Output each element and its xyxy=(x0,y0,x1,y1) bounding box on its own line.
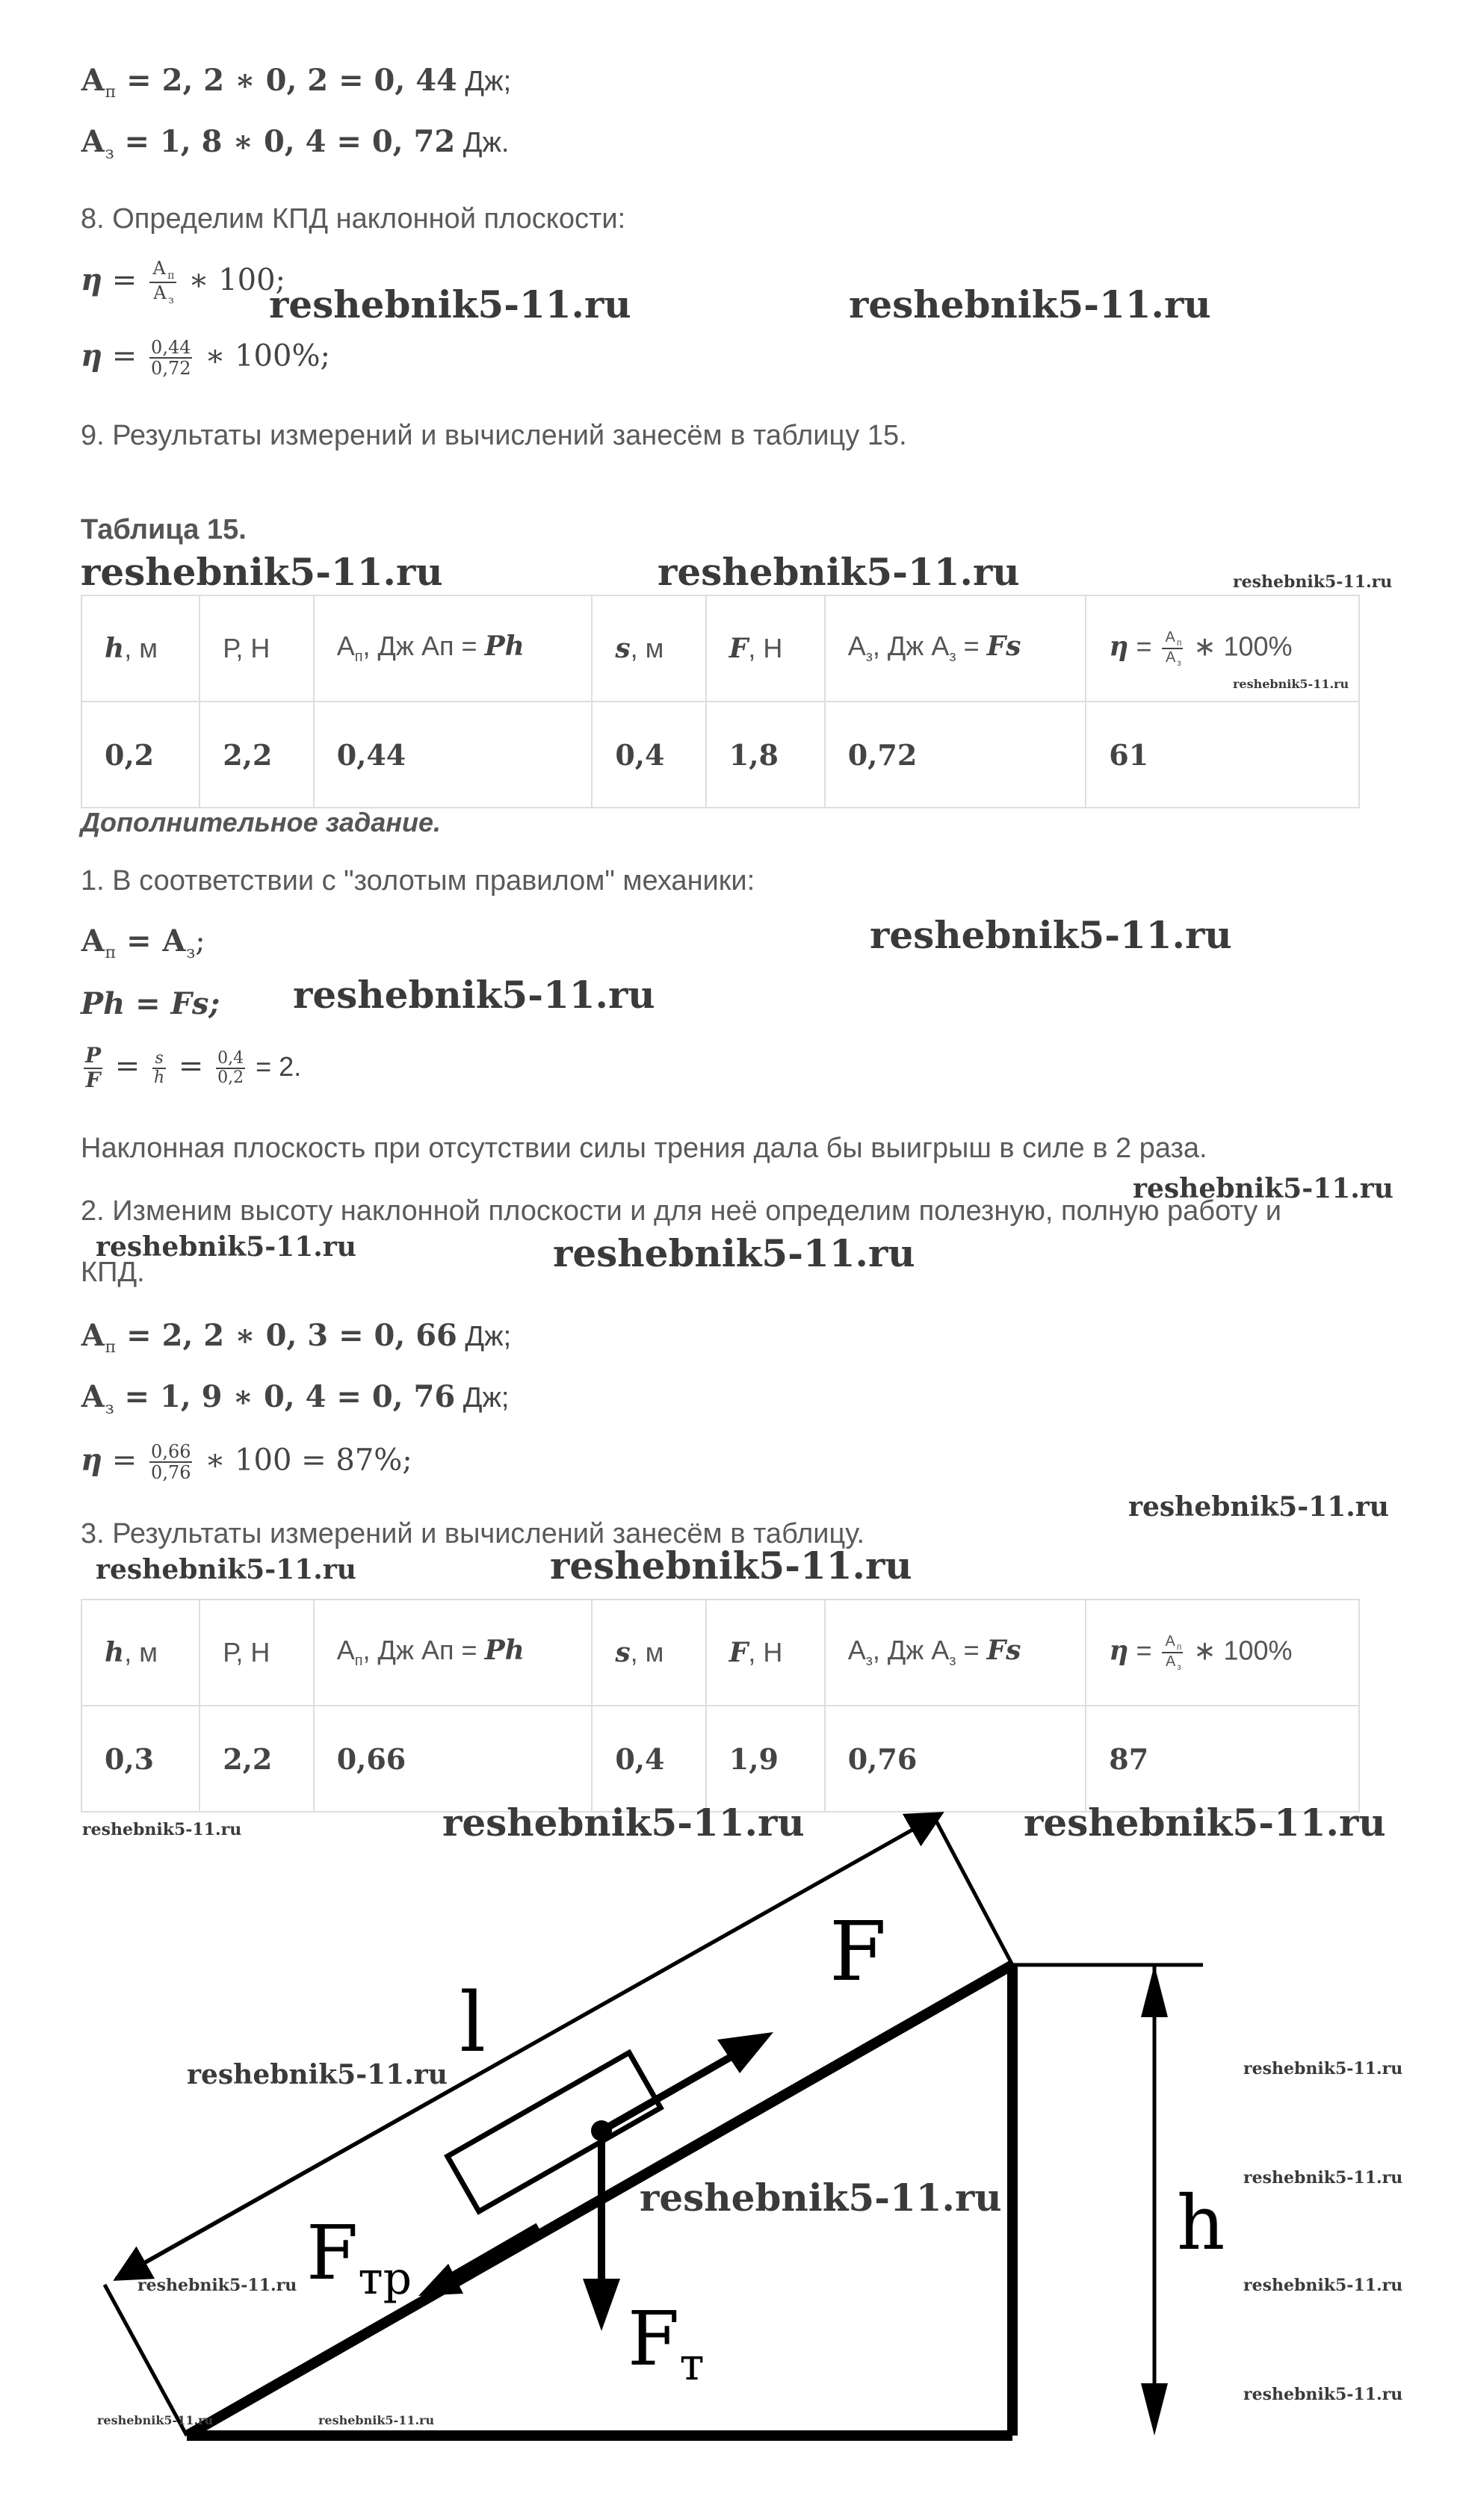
header-p: Р, Н xyxy=(199,1600,313,1706)
watermark: reshebnik5-11.ru xyxy=(81,550,443,594)
watermark: reshebnik5-11.ru xyxy=(96,1554,356,1585)
step-8-text: 8. Определим КПД наклонной плоскости: xyxy=(81,203,626,235)
watermark: reshebnik5-11.ru xyxy=(269,282,631,326)
formula-useful-work-1: $А_п = 2$, 2 ∗ 0, 2 = 0, 44 Дж; xyxy=(81,63,512,102)
formula-golden-rule-1: $А_п = А_з$; xyxy=(81,923,205,962)
watermark: reshebnik5-11.ru xyxy=(318,2413,435,2427)
results-table-2 xyxy=(81,1599,1360,1812)
watermark: reshebnik5-11.ru xyxy=(1243,2385,1403,2404)
header-h: h, м xyxy=(81,1600,199,1706)
inclined-plane-diagram xyxy=(0,1786,1460,2520)
cell-f: 1,8 xyxy=(706,702,825,808)
watermark: reshebnik5-11.ru xyxy=(96,1231,356,1263)
watermark: reshebnik5-11.ru xyxy=(550,1544,912,1588)
watermark: reshebnik5-11.ru xyxy=(1233,677,1349,691)
cell-az: 0,76 xyxy=(825,1706,1086,1812)
formula-efficiency-2: η = $\frac{0,66}{0,76}$ ∗ 100 = 87%; xyxy=(81,1441,412,1484)
label-h: h xyxy=(1177,2179,1225,2267)
table-15-title: Таблица 15. xyxy=(81,514,247,545)
header-eta: η = $\frac{А _п}{А _з}$ ∗ 100% xyxy=(1086,595,1359,702)
formula-total-work-1: $А_з = 1$, 8 ∗ 0, 4 = 0, 72 Дж. xyxy=(81,124,510,163)
formula-efficiency-definition: η = $\frac{А _п}{А _з}$ ∗ 100; xyxy=(81,258,286,306)
watermark: reshebnik5-11.ru xyxy=(1243,2059,1403,2078)
watermark: reshebnik5-11.ru xyxy=(442,1801,805,1845)
results-table-15 xyxy=(81,595,1360,808)
watermark: reshebnik5-11.ru xyxy=(1128,1491,1389,1523)
watermark: reshebnik5-11.ru xyxy=(640,2176,1002,2220)
force-F-arrowhead xyxy=(717,2032,773,2073)
height-arrowhead-bottom xyxy=(1141,2383,1168,2436)
cell-eta: 87 xyxy=(1086,1706,1359,1812)
extra-step-1-text: 1. В соответствии с "золотым правилом" механики: xyxy=(81,865,755,897)
cell-f: 1,9 xyxy=(706,1706,825,1812)
header-s: s, м xyxy=(592,1600,705,1706)
extra-step-3-text: 3. Результаты измерений и вычислений занесём в таблицу. xyxy=(81,1518,865,1550)
watermark: reshebnik5-11.ru xyxy=(1133,1173,1394,1204)
extra-step-2-line-1: 2. Изменим высоту наклонной плоскости и для неё определим полезную, полную работу и xyxy=(81,1195,1281,1227)
force-gravity-arrowhead xyxy=(583,2279,620,2331)
label-Ftr: $F_{тр}$ xyxy=(306,2209,412,2305)
cell-ap: 0,66 xyxy=(314,1706,593,1812)
cell-az: 0,72 xyxy=(825,702,1086,808)
watermark: reshebnik5-11.ru xyxy=(658,550,1020,594)
table-row xyxy=(81,702,1359,808)
header-ap: $А_п$, Дж Ап = Ph xyxy=(314,1600,593,1706)
formula-useful-work-2: $А_п = 2$, 2 ∗ 0, 3 = 0, 66 Дж; xyxy=(81,1318,512,1357)
header-h: h, м xyxy=(81,595,199,702)
watermark: reshebnik5-11.ru xyxy=(1024,1801,1386,1845)
header-eta: η = $\frac{А _п}{А _з}$ ∗ 100% xyxy=(1086,1600,1359,1706)
cell-s: 0,4 xyxy=(592,702,705,808)
header-ap: $А_п$, Дж Ап = Ph xyxy=(314,595,593,702)
cell-p: 2,2 xyxy=(199,702,313,808)
header-az: $А_з$, Дж $А_з = Fs$ xyxy=(825,595,1086,702)
formula-golden-rule-2: Ph = Fs; xyxy=(81,986,220,1021)
watermark: reshebnik5-11.ru xyxy=(1233,572,1393,592)
formula-golden-rule-3: $\frac{P}{F}$ = $\frac{s}{h}$ = $\frac{0,4}{0,2}$ = 2. xyxy=(85,1043,302,1092)
header-f: F, Н xyxy=(706,1600,825,1706)
watermark: reshebnik5-11.ru xyxy=(849,282,1211,326)
label-F: F xyxy=(829,1904,887,1999)
watermark: reshebnik5-11.ru xyxy=(553,1231,915,1275)
cell-ap: 0,44 xyxy=(314,702,593,808)
extra-task-heading: Дополнительное задание. xyxy=(81,807,442,838)
watermark: reshebnik5-11.ru xyxy=(1243,2168,1403,2188)
header-az: $А_з$, Дж $А_з = Fs$ xyxy=(825,1600,1086,1706)
watermark: reshebnik5-11.ru xyxy=(82,1820,242,1839)
label-l: l xyxy=(460,1975,486,2070)
label-Ft: $F_т$ xyxy=(628,2295,705,2391)
cell-s: 0,4 xyxy=(592,1706,705,1812)
watermark: reshebnik5-11.ru xyxy=(187,2059,448,2090)
formula-efficiency-values: η = $\frac{0,44}{0,72}$ ∗ 100%; xyxy=(81,337,330,380)
length-tick-right xyxy=(932,1814,1012,1965)
cell-p: 2,2 xyxy=(199,1706,313,1812)
header-s: s, м xyxy=(592,595,705,702)
cell-h: 0,3 xyxy=(81,1706,199,1812)
watermark: reshebnik5-11.ru xyxy=(137,2276,297,2295)
watermark: reshebnik5-11.ru xyxy=(293,973,655,1017)
cell-h: 0,2 xyxy=(81,702,199,808)
cell-eta: 61 xyxy=(1086,702,1359,808)
step-9-text: 9. Результаты измерений и вычислений занесём в таблицу 15. xyxy=(81,420,907,451)
watermark: reshebnik5-11.ru xyxy=(1243,2276,1403,2295)
table-header-row xyxy=(81,1600,1359,1706)
watermark: reshebnik5-11.ru xyxy=(97,2413,214,2427)
table-header-row xyxy=(81,595,1359,702)
conclusion-text: Наклонная плоскость при отсутствии силы трения дала бы выигрыш в силе в 2 раза. xyxy=(81,1133,1207,1164)
height-arrowhead-top xyxy=(1141,1965,1168,2017)
header-p: Р, Н xyxy=(199,595,313,702)
extra-step-2-line-2: КПД. xyxy=(81,1257,145,1288)
watermark: reshebnik5-11.ru xyxy=(870,913,1232,957)
formula-total-work-2: $А_з = 1$, 9 ∗ 0, 4 = 0, 76 Дж; xyxy=(81,1379,510,1418)
header-f: F, Н xyxy=(706,595,825,702)
